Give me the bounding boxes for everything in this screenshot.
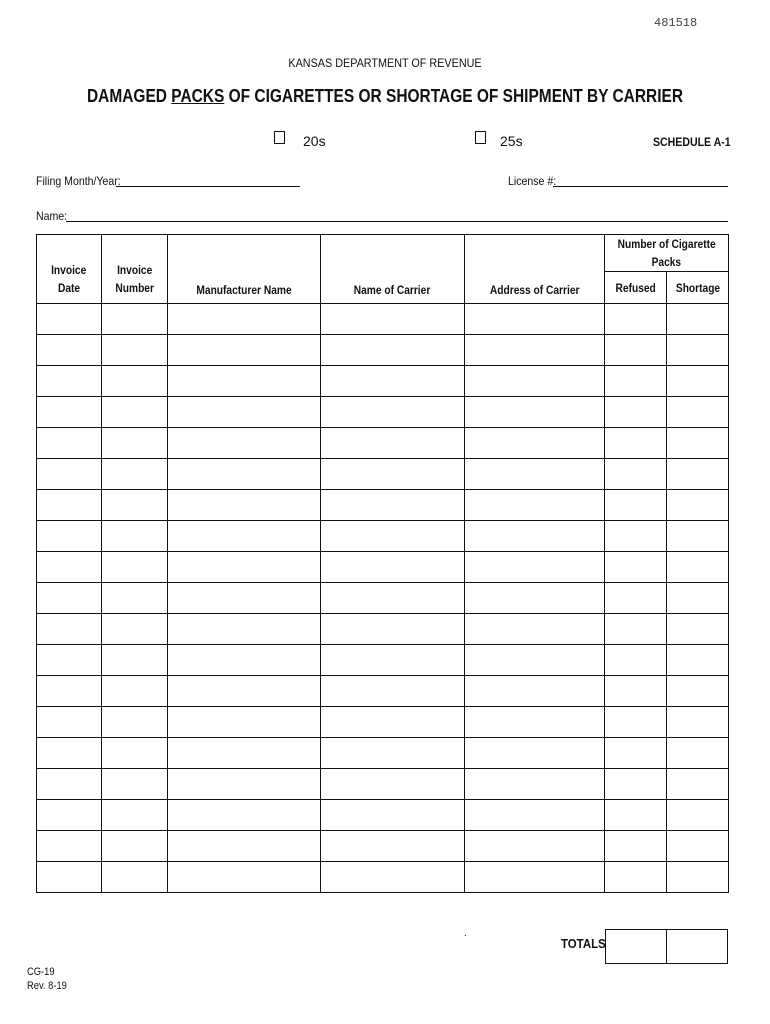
invoice-number-cell[interactable] (102, 645, 168, 676)
carrier-cell[interactable] (321, 552, 465, 583)
header-invoice-date (37, 235, 102, 304)
invoice-number-cell[interactable] (102, 366, 168, 397)
carrier-cell[interactable] (321, 738, 465, 769)
title-part-2: OF CIGARETTES OR SHORTAGE OF SHIPMENT BY CARRIER (224, 86, 684, 106)
address-cell[interactable] (465, 676, 605, 707)
table-row (37, 521, 729, 552)
header-refused-label: Refused (615, 280, 656, 295)
manufacturer-cell[interactable] (168, 831, 321, 862)
shortage-cell[interactable] (667, 676, 729, 707)
table-row (37, 707, 729, 738)
manufacturer-cell[interactable] (168, 583, 321, 614)
refused-cell[interactable] (605, 645, 667, 676)
carrier-cell[interactable] (321, 335, 465, 366)
address-cell[interactable] (465, 831, 605, 862)
refused-cell[interactable] (605, 552, 667, 583)
header-group-line-1: Number of Cigarette (617, 237, 716, 251)
table-row (37, 769, 729, 800)
invoice-number-cell[interactable] (102, 335, 168, 366)
checkbox-20s[interactable] (274, 131, 285, 144)
table-row (37, 397, 729, 428)
table-row (37, 583, 729, 614)
invoice-date-cell[interactable] (37, 397, 102, 428)
table-row (37, 862, 729, 893)
refused-cell[interactable] (605, 366, 667, 397)
address-cell[interactable] (465, 862, 605, 893)
address-cell[interactable] (465, 335, 605, 366)
table-row (37, 490, 729, 521)
license-field[interactable] (553, 186, 728, 187)
refused-cell[interactable] (605, 769, 667, 800)
shortage-cell[interactable] (667, 583, 729, 614)
header-invoice-date-line-1: Invoice (51, 263, 87, 277)
shortage-cell[interactable] (667, 490, 729, 521)
invoice-date-cell[interactable] (37, 738, 102, 769)
invoice-number-cell[interactable] (102, 707, 168, 738)
header-invoice-number (102, 235, 168, 304)
refused-cell[interactable] (605, 831, 667, 862)
address-cell[interactable] (465, 769, 605, 800)
refused-cell[interactable] (605, 614, 667, 645)
total-shortage-cell[interactable] (667, 930, 728, 964)
invoice-number-cell[interactable] (102, 428, 168, 459)
header-invoice-number-line-2: Number (115, 281, 154, 295)
title-part-1: DAMAGED (86, 86, 172, 106)
table-row (37, 738, 729, 769)
table-row (37, 676, 729, 707)
checkbox-25s[interactable] (475, 131, 486, 144)
header-shortage (667, 272, 729, 304)
address-cell[interactable] (465, 397, 605, 428)
refused-cell[interactable] (605, 800, 667, 831)
invoice-date-cell[interactable] (37, 521, 102, 552)
carrier-cell[interactable] (321, 707, 465, 738)
refused-cell[interactable] (605, 428, 667, 459)
shortage-cell[interactable] (667, 366, 729, 397)
table-row (37, 304, 729, 335)
shortage-cell[interactable] (667, 769, 729, 800)
carrier-cell[interactable] (321, 676, 465, 707)
header-refused (605, 272, 667, 304)
invoice-number-cell[interactable] (102, 862, 168, 893)
table-row (37, 645, 729, 676)
carrier-cell[interactable] (321, 397, 465, 428)
invoice-date-cell[interactable] (37, 862, 102, 893)
invoice-date-cell[interactable] (37, 335, 102, 366)
refused-cell[interactable] (605, 707, 667, 738)
table-row (37, 800, 729, 831)
address-cell[interactable] (465, 645, 605, 676)
shortage-cell[interactable] (667, 521, 729, 552)
carrier-cell[interactable] (321, 769, 465, 800)
title-underlined: PACKS (171, 86, 225, 106)
header-invoice-date-line-2: Date (57, 281, 81, 295)
invoice-date-cell[interactable] (37, 490, 102, 521)
header-address (465, 235, 605, 304)
refused-cell[interactable] (605, 521, 667, 552)
invoice-number-cell[interactable] (102, 769, 168, 800)
option-25s-label: 25s (500, 133, 523, 149)
address-cell[interactable] (465, 738, 605, 769)
totals-table (605, 929, 728, 964)
manufacturer-cell[interactable] (168, 428, 321, 459)
invoice-number-cell[interactable] (102, 738, 168, 769)
manufacturer-cell[interactable] (168, 366, 321, 397)
invoice-date-cell[interactable] (37, 366, 102, 397)
shortage-cell[interactable] (667, 304, 729, 335)
invoice-date-cell[interactable] (37, 428, 102, 459)
department-name: KANSAS DEPARTMENT OF REVENUE (288, 56, 482, 70)
carrier-cell[interactable] (321, 614, 465, 645)
address-cell[interactable] (465, 800, 605, 831)
name-field[interactable] (66, 221, 728, 222)
shortage-cell[interactable] (667, 862, 729, 893)
shortage-cell[interactable] (667, 335, 729, 366)
refused-cell[interactable] (605, 738, 667, 769)
manufacturer-cell[interactable] (168, 645, 321, 676)
table-row (37, 831, 729, 862)
manufacturer-cell[interactable] (168, 397, 321, 428)
header-cigarette-packs-group (605, 235, 729, 272)
header-manufacturer-label: Manufacturer Name (196, 283, 292, 297)
shortage-cell[interactable] (667, 645, 729, 676)
shortage-cell[interactable] (667, 614, 729, 645)
shortage-cell[interactable] (667, 800, 729, 831)
invoice-date-cell[interactable] (37, 304, 102, 335)
invoice-number-cell[interactable] (102, 800, 168, 831)
manufacturer-cell[interactable] (168, 614, 321, 645)
shortage-cell[interactable] (667, 831, 729, 862)
header-carrier-label: Name of Carrier (354, 283, 431, 297)
schedule-label: SCHEDULE A-1 (653, 135, 731, 149)
manufacturer-cell[interactable] (168, 335, 321, 366)
table-row (37, 428, 729, 459)
refused-cell[interactable] (605, 397, 667, 428)
refused-cell[interactable] (605, 490, 667, 521)
invoice-date-cell[interactable] (37, 645, 102, 676)
totals-label: TOTALS (561, 936, 606, 951)
carrier-cell[interactable] (321, 428, 465, 459)
carrier-cell[interactable] (321, 862, 465, 893)
table-body (37, 304, 729, 893)
invoice-number-cell[interactable] (102, 397, 168, 428)
manufacturer-cell[interactable] (168, 707, 321, 738)
shortage-cell[interactable] (667, 428, 729, 459)
table-row (37, 614, 729, 645)
manufacturer-cell[interactable] (168, 676, 321, 707)
header-group-line-2: Packs (651, 255, 682, 269)
manufacturer-cell[interactable] (168, 490, 321, 521)
invoice-number-cell[interactable] (102, 490, 168, 521)
refused-cell[interactable] (605, 335, 667, 366)
manufacturer-cell[interactable] (168, 800, 321, 831)
invoice-number-cell[interactable] (102, 552, 168, 583)
invoice-number-cell[interactable] (102, 459, 168, 490)
refused-cell[interactable] (605, 304, 667, 335)
invoice-number-cell[interactable] (102, 676, 168, 707)
manufacturer-cell[interactable] (168, 738, 321, 769)
filing-month-field[interactable] (116, 186, 300, 187)
shortage-cell[interactable] (667, 738, 729, 769)
address-cell[interactable] (465, 552, 605, 583)
invoice-number-cell[interactable] (102, 304, 168, 335)
invoice-number-cell[interactable] (102, 614, 168, 645)
table-row (37, 335, 729, 366)
filing-month-label: Filing Month/Year: (36, 174, 121, 188)
carrier-cell[interactable] (321, 304, 465, 335)
header-address-label: Address of Carrier (489, 283, 580, 297)
header-invoice-number-line-1: Invoice (116, 263, 153, 277)
header-carrier (321, 235, 465, 304)
revision-label: Rev. 8-19 (27, 980, 67, 992)
invoice-number-cell[interactable] (102, 521, 168, 552)
address-cell[interactable] (465, 490, 605, 521)
carrier-cell[interactable] (321, 800, 465, 831)
form-code: CG-19 (27, 966, 55, 978)
carrier-cell[interactable] (321, 831, 465, 862)
carrier-cell[interactable] (321, 490, 465, 521)
carrier-cell[interactable] (321, 583, 465, 614)
form-number: 481518 (654, 16, 698, 30)
address-cell[interactable] (465, 707, 605, 738)
shortage-cell[interactable] (667, 459, 729, 490)
header-manufacturer (168, 235, 321, 304)
manufacturer-cell[interactable] (168, 459, 321, 490)
manufacturer-cell[interactable] (168, 304, 321, 335)
invoice-number-cell[interactable] (102, 831, 168, 862)
manufacturer-cell[interactable] (168, 769, 321, 800)
option-20s-label: 20s (303, 133, 326, 149)
carrier-cell[interactable] (321, 459, 465, 490)
carrier-cell[interactable] (321, 521, 465, 552)
table-row (37, 552, 729, 583)
stray-dot: . (464, 928, 467, 939)
invoice-date-cell[interactable] (37, 614, 102, 645)
address-cell[interactable] (465, 521, 605, 552)
license-label: License #: (508, 174, 557, 188)
header-shortage-label: Shortage (675, 280, 720, 295)
manufacturer-cell[interactable] (168, 552, 321, 583)
invoice-date-cell[interactable] (37, 459, 102, 490)
table-row (37, 366, 729, 397)
shortage-cell[interactable] (667, 397, 729, 428)
invoice-date-cell[interactable] (37, 831, 102, 862)
form-title (54, 86, 716, 107)
name-label: Name: (36, 209, 68, 223)
invoice-date-cell[interactable] (37, 676, 102, 707)
address-cell[interactable] (465, 428, 605, 459)
invoice-date-cell[interactable] (37, 800, 102, 831)
carrier-cell[interactable] (321, 366, 465, 397)
manufacturer-cell[interactable] (168, 862, 321, 893)
total-refused-cell[interactable] (606, 930, 667, 964)
refused-cell[interactable] (605, 862, 667, 893)
address-cell[interactable] (465, 366, 605, 397)
invoice-date-cell[interactable] (37, 552, 102, 583)
shipment-table (36, 234, 729, 893)
address-cell[interactable] (465, 304, 605, 335)
shortage-cell[interactable] (667, 552, 729, 583)
invoice-date-cell[interactable] (37, 707, 102, 738)
manufacturer-cell[interactable] (168, 521, 321, 552)
refused-cell[interactable] (605, 459, 667, 490)
shortage-cell[interactable] (667, 707, 729, 738)
carrier-cell[interactable] (321, 645, 465, 676)
address-cell[interactable] (465, 583, 605, 614)
address-cell[interactable] (465, 614, 605, 645)
invoice-date-cell[interactable] (37, 769, 102, 800)
invoice-number-cell[interactable] (102, 583, 168, 614)
address-cell[interactable] (465, 459, 605, 490)
refused-cell[interactable] (605, 583, 667, 614)
table-row (37, 459, 729, 490)
refused-cell[interactable] (605, 676, 667, 707)
invoice-date-cell[interactable] (37, 583, 102, 614)
